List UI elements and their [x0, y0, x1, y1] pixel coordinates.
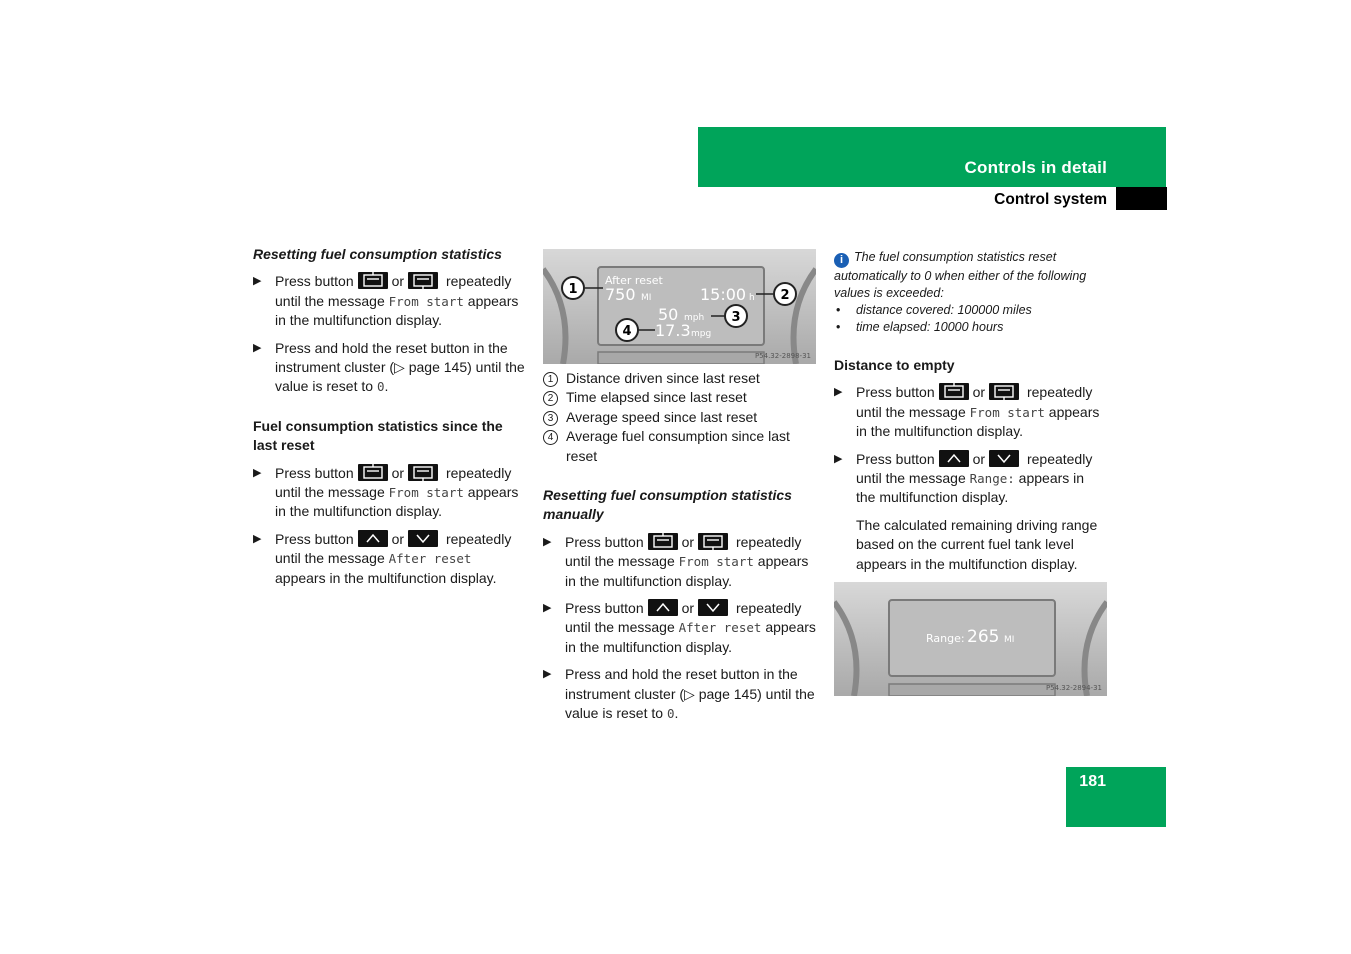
time-value: 15:00 [700, 285, 747, 304]
step: ▶ Press button or repeatedly until the message After reset appears in the multifunction display. [543, 600, 816, 655]
legend-item: 2 Time elapsed since last reset [543, 388, 816, 407]
display-message: From start [678, 554, 754, 570]
svg-text:mpg: mpg [691, 329, 712, 339]
display-message: From start [388, 293, 464, 309]
range-label: Range: [926, 632, 965, 646]
heading-resetting: Resetting fuel consumption statistics [253, 246, 502, 262]
svg-text:mph: mph [684, 313, 705, 323]
figure-ref: P54.32-2894-31 [1045, 684, 1102, 693]
svg-text:2: 2 [780, 288, 790, 303]
display-message: From start [388, 485, 464, 501]
step-arrow-icon: ▶ [834, 452, 843, 465]
svg-text:MI: MI [1004, 635, 1015, 646]
step: ▶ Press button or repeatedly until the message After reset appears in the multifunction display. [253, 530, 512, 586]
subsection-title: Control system [994, 191, 1107, 208]
step: ▶ Press button or repeatedly until the message From start appears in the multifunction display. [543, 533, 809, 589]
note-bullet: • time elapsed: 10000 hours [836, 320, 1004, 334]
display-button-icon [358, 464, 388, 481]
display-button-icon [408, 272, 438, 289]
display-label: After reset [605, 274, 663, 287]
trip-display-figure [543, 249, 816, 364]
svg-text:h: h [749, 293, 755, 303]
column-middle [543, 249, 816, 732]
display-message: From start [969, 404, 1045, 420]
column-left [253, 245, 525, 596]
figure-ref: P54.32-2898-31 [754, 352, 811, 360]
callout-2 [774, 283, 796, 305]
range-display-figure [834, 582, 1107, 696]
step-arrow-icon: ▶ [253, 341, 262, 354]
distance-value: 750 [605, 285, 636, 304]
header-tab-marker [1116, 187, 1167, 210]
heading-since-last-reset: Fuel consumption statistics since the last reset [253, 417, 503, 454]
display-button-icon [648, 533, 678, 550]
section-title: Controls in detail [964, 158, 1107, 177]
svg-text:MI: MI [641, 293, 652, 303]
page-ref-icon: ▷ [684, 685, 695, 702]
up-button-icon [358, 530, 388, 547]
speed-value: 50 [658, 305, 679, 324]
up-button-icon [939, 450, 969, 467]
svg-text:4: 4 [622, 324, 632, 339]
display-button-icon [989, 383, 1019, 400]
header-band [698, 127, 1166, 187]
display-button-icon [698, 533, 728, 550]
step-arrow-icon: ▶ [543, 602, 552, 615]
step-arrow-icon: ▶ [543, 535, 552, 548]
step: ▶ Press and hold the reset button in the instrument cluster (▷ page 145) until the value is reset to 0. [253, 339, 525, 395]
display-button-icon [939, 383, 969, 400]
step-arrow-icon: ▶ [253, 532, 262, 545]
display-message: After reset [388, 551, 472, 567]
note-bullet: • distance covered: 100000 miles [836, 303, 1032, 317]
legend-item: 1 Distance driven since last reset [543, 369, 816, 388]
display-message: After reset [678, 620, 762, 636]
up-button-icon [648, 599, 678, 616]
callout-4 [616, 319, 638, 341]
down-button-icon [408, 530, 438, 547]
legend-item: 4 Average fuel consumption since last reset [543, 427, 816, 466]
step: ▶ Press button or repeatedly until the message From start appears in the multifunction display. [834, 384, 1100, 440]
step: ▶ Press button or repeatedly until the message From start appears in the multifunction display. [253, 464, 519, 520]
svg-text:1: 1 [568, 282, 578, 297]
page-ref-icon: ▷ [394, 359, 405, 376]
fuel-value: 17.3 [655, 321, 691, 340]
svg-text:3: 3 [731, 310, 741, 325]
legend-item: 3 Average speed since last reset [543, 408, 816, 427]
callout-1 [562, 277, 584, 299]
paragraph: The calculated remaining driving range based on the current fuel tank level appears in the multifunction display. [856, 516, 1098, 572]
info-note: i The fuel consumption statistics reset automatically to 0 when either of the following values is exceeded: • distance covered: 100000 miles • time elapsed: 10000 hours [834, 249, 1107, 336]
heading-distance-to-empty: Distance to empty [834, 357, 955, 373]
down-button-icon [698, 599, 728, 616]
range-value: 265 [967, 627, 1000, 648]
page-number: 181 [1079, 773, 1106, 790]
step-arrow-icon: ▶ [253, 275, 262, 288]
info-icon: i [834, 253, 849, 268]
step-arrow-icon: ▶ [834, 386, 843, 399]
display-message: Range: [969, 471, 1015, 487]
display-button-icon [358, 272, 388, 289]
step-arrow-icon: ▶ [543, 668, 552, 681]
heading-manual-reset: Resetting fuel consumption statistics manually [543, 487, 792, 523]
step-arrow-icon: ▶ [253, 466, 262, 479]
step: ▶ Press button or repeatedly until the message Range: appears in the multifunction display. [834, 450, 1093, 506]
callout-3 [725, 305, 747, 327]
down-button-icon [989, 450, 1019, 467]
display-button-icon [408, 464, 438, 481]
column-right [834, 249, 1107, 696]
step: ▶ Press button or repeatedly until the message From start appears in the multifunction display. [253, 273, 519, 329]
step: ▶ Press and hold the reset button in the instrument cluster (▷ page 145) until the value is reset to 0. [543, 666, 815, 722]
